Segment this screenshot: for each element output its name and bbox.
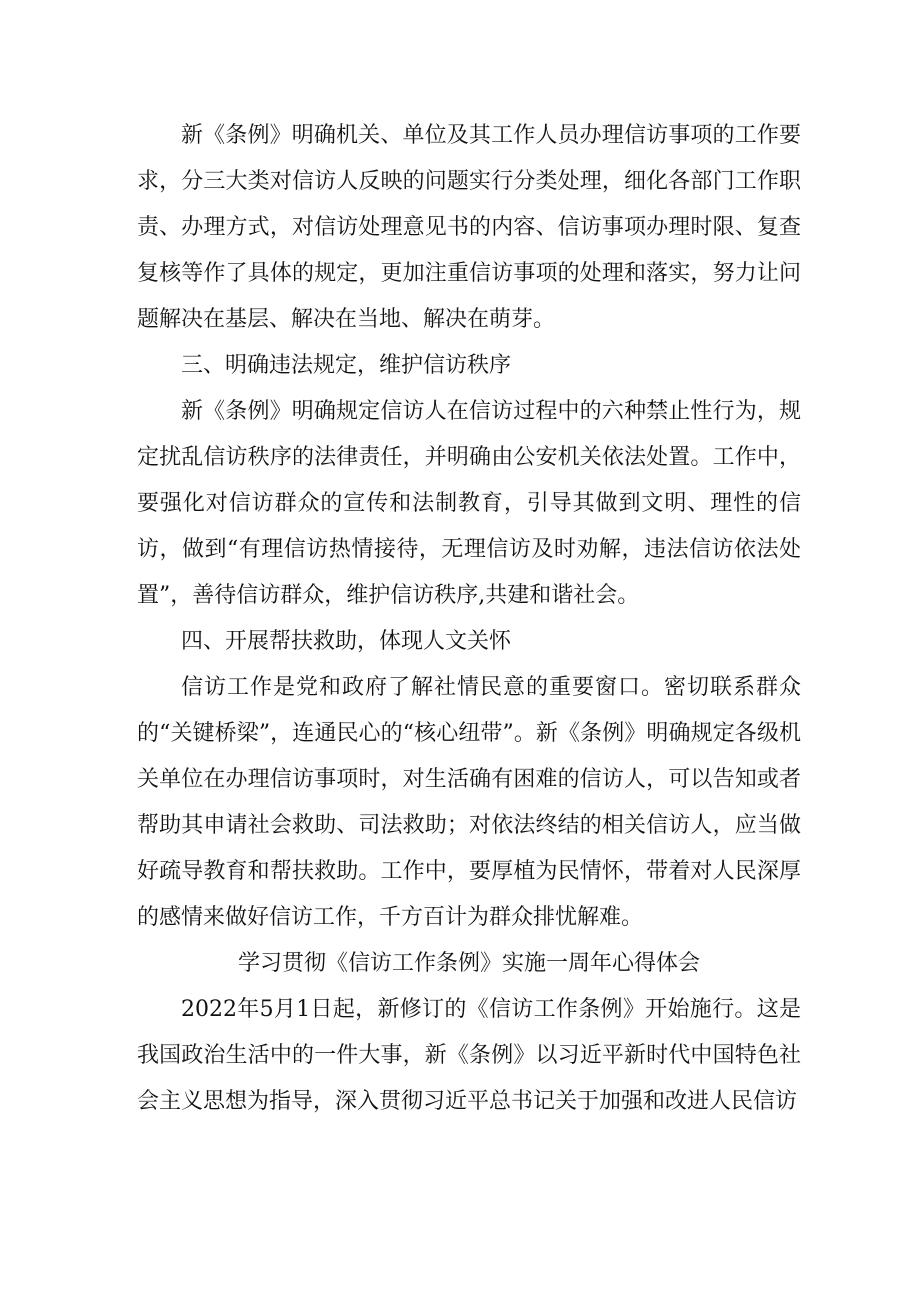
paragraph-intro-2022: 2022年5月1日起，新修订的《信访工作条例》开始施行。这是我国政治生活中的一件大事，新《条例》以习近平新时代中国特色社会主义思想为指导，深入贯彻习近平总书记关于加强和改进人民信访 — [137, 997, 801, 1114]
section-heading-four: 四、开展帮扶救助，体现人文关怀 — [181, 629, 512, 654]
document-body — [137, 113, 801, 1125]
article-title: 学习贯彻《信访工作条例》实施一周年心得体会 — [237, 951, 700, 976]
paragraph-prohibited-behaviors: 新《条例》明确规定信访人在信访过程中的六种禁止性行为，规定扰乱信访秩序的法律责任，并明确由公安机关依法处置。工作中，要强化对信访群众的宣传和法制教育，引导其做到文明、理性的信访，做到“有理信访热情接待，无理信访及时劝解，违法信访依法处置”，善待信访群众，维护信访秩序,共建和谐社会。 — [137, 399, 801, 608]
paragraph-assistance-relief: 信访工作是党和政府了解社情民意的重要窗口。密切联系群众的“关键桥梁”，连通民心的“核心纽带”。新《条例》明确规定各级机关单位在办理信访事项时，对生活确有困难的信访人，可以告知或者帮助其申请社会救助、司法救助；对依法终结的相关信访人，应当做好疏导教育和帮扶救助。工作中，要厚植为民情怀，带着对人民深厚的感情来做好信访工作，千方百计为群众排忧解难。 — [137, 675, 801, 930]
paragraph-regulation-requirements: 新《条例》明确机关、单位及其工作人员办理信访事项的工作要求，分三大类对信访人反映的问题实行分类处理，细化各部门工作职责、办理方式，对信访处理意见书的内容、信访事项办理时限、复查复核等作了具体的规定，更加注重信访事项的处理和落实，努力让问题解决在基层、解决在当地、解决在萌芽。 — [137, 123, 801, 332]
section-heading-three: 三、明确违法规定，维护信访秩序 — [181, 353, 512, 378]
